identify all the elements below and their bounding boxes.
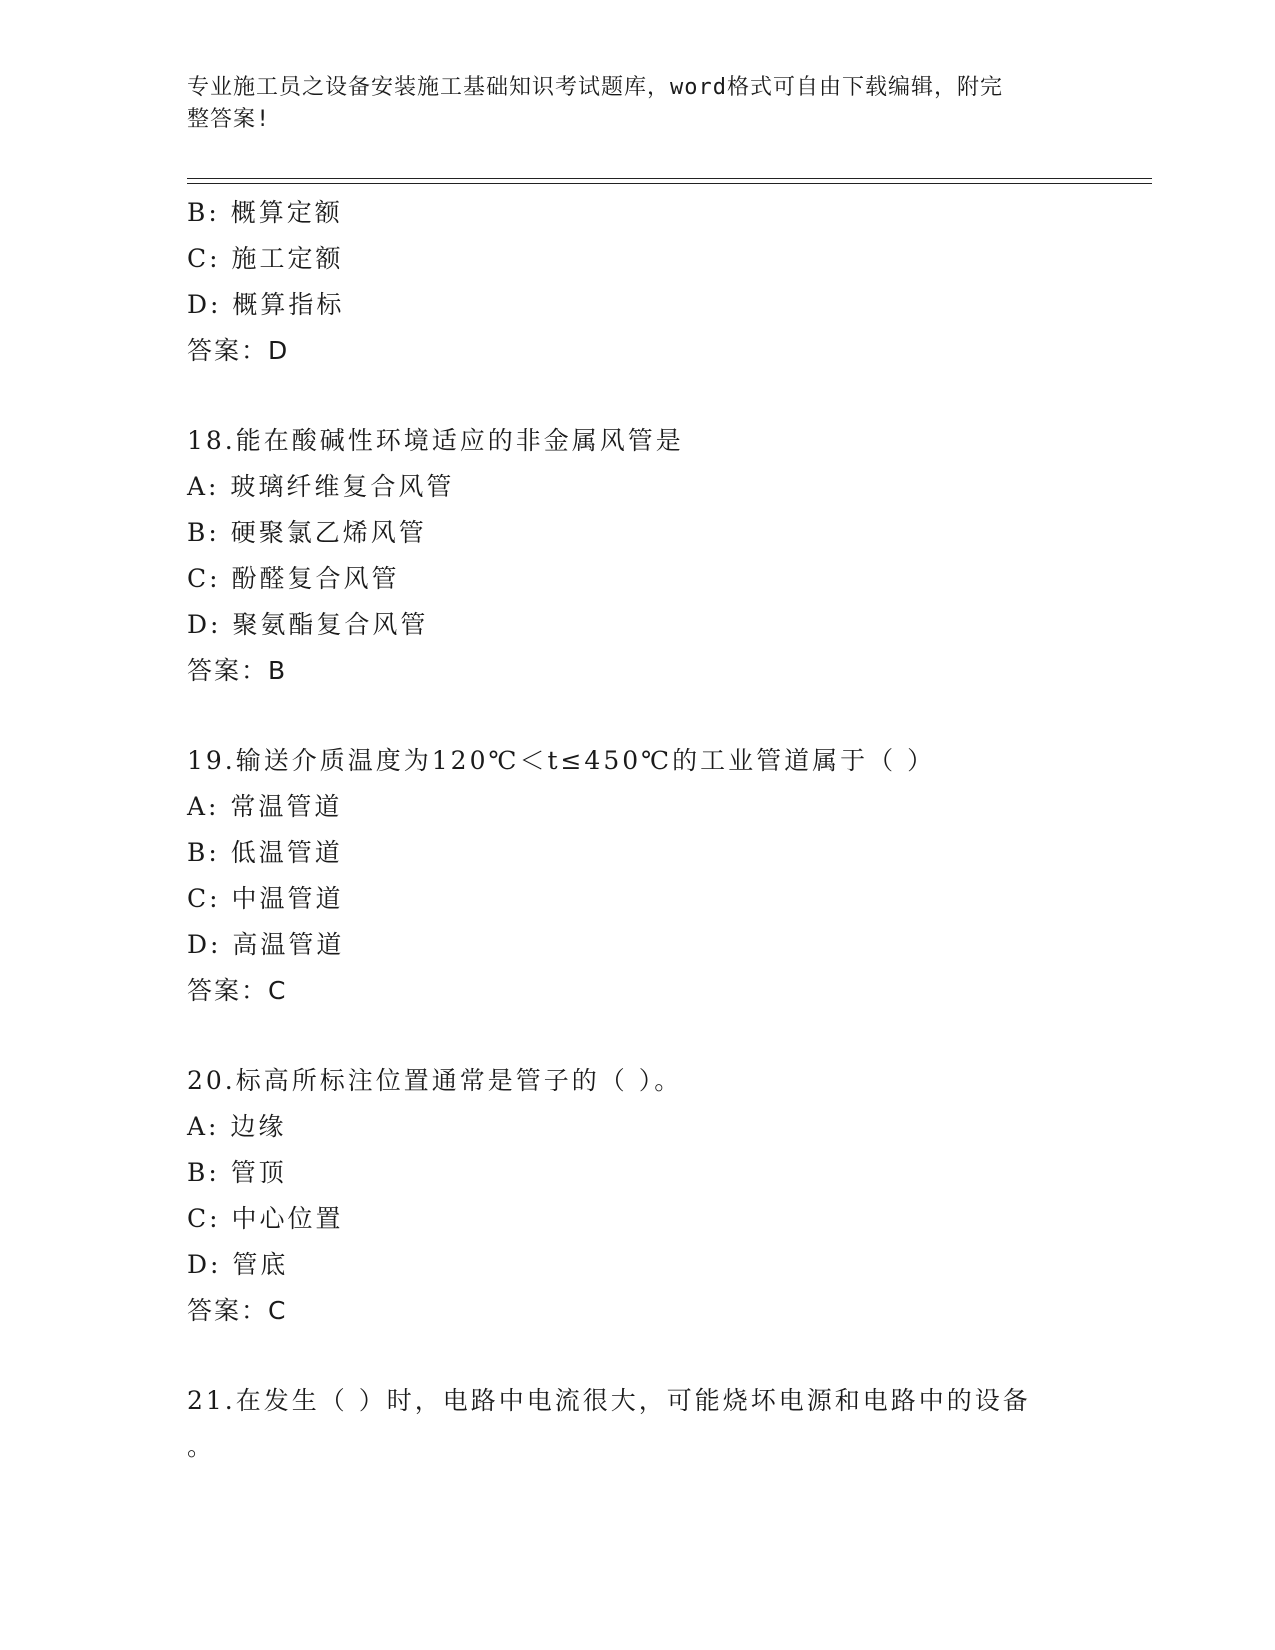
q21-text: 21.在发生（ ）时，电路中电流很大，可能烧坏电源和电路中的设备 bbox=[187, 1386, 1031, 1415]
q18-option-d: D: 聚氨酯复合风管 bbox=[187, 610, 429, 639]
q20-text: 20.标高所标注位置通常是管子的（ ）。 bbox=[187, 1066, 683, 1095]
q20-option-d: D: 管底 bbox=[187, 1250, 289, 1279]
q20-option-a: A: 边缘 bbox=[187, 1112, 287, 1141]
q20-option-c: C: 中心位置 bbox=[187, 1204, 344, 1233]
header-line-2: 整答案! bbox=[187, 107, 271, 132]
q19-text: 19.输送介质温度为120℃＜t≤450℃的工业管道属于（ ） bbox=[187, 746, 936, 775]
q19-option-b: B: 低温管道 bbox=[187, 838, 343, 867]
q20-option-b: B: 管顶 bbox=[187, 1158, 287, 1187]
q18-option-c: C: 酚醛复合风管 bbox=[187, 564, 400, 593]
q19-option-c: C: 中温管道 bbox=[187, 884, 344, 913]
q17-answer: 答案：D bbox=[187, 336, 290, 365]
q19-answer: 答案：C bbox=[187, 976, 288, 1005]
q17-option-b: B: 概算定额 bbox=[187, 198, 343, 227]
q17-option-d: D: 概算指标 bbox=[187, 290, 345, 319]
question-list bbox=[187, 190, 1152, 1470]
document-header bbox=[187, 72, 1067, 136]
header-divider-top bbox=[187, 178, 1152, 179]
q18-option-b: B: 硬聚氯乙烯风管 bbox=[187, 518, 427, 547]
q20-answer: 答案：C bbox=[187, 1296, 288, 1325]
q18-option-a: A: 玻璃纤维复合风管 bbox=[187, 472, 455, 501]
q19-option-d: D: 高温管道 bbox=[187, 930, 345, 959]
header-divider-bottom bbox=[187, 183, 1152, 184]
header-line-1: 专业施工员之设备安装施工基础知识考试题库，word格式可自由下载编辑，附完 bbox=[187, 75, 1003, 100]
q19-option-a: A: 常温管道 bbox=[187, 792, 343, 821]
q17-option-c: C: 施工定额 bbox=[187, 244, 344, 273]
q18-text: 18.能在酸碱性环境适应的非金属风管是 bbox=[187, 426, 684, 455]
q18-answer: 答案：B bbox=[187, 656, 288, 685]
q21-text-continued: 。 bbox=[187, 1432, 216, 1461]
